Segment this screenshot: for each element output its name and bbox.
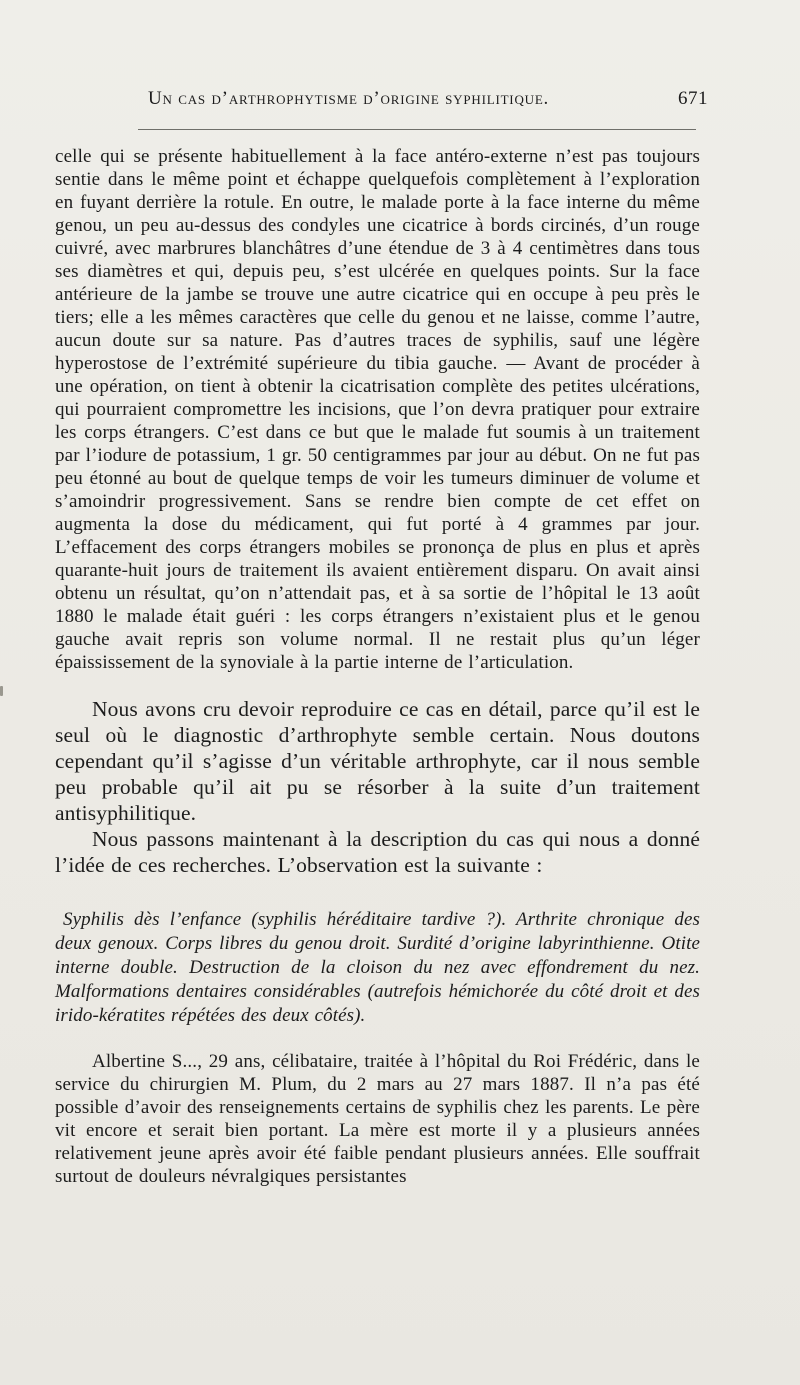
body-text	[55, 145, 700, 1188]
header-rule	[138, 129, 696, 130]
paragraph-commentary: Nous avons cru devoir reproduire ce cas en détail, parce qu’il est le seul où le diagnostic d’arthrophyte semble certain. Nous doutons cependant qu’il s’agisse d’un véritable arthrophyte, car il nous semble peu probable qu’il ait pu se résorber à la suite d’un traitement antisyphilitique.	[55, 697, 700, 825]
running-head	[148, 88, 708, 114]
running-title: Un cas d’arthrophytisme d’origine syphilitique.	[148, 88, 550, 109]
section-gap	[55, 878, 700, 908]
page-number: 671	[678, 88, 708, 109]
paragraph-case-continuation: celle qui se présente habituellement à la face antéro-externe n’est pas toujours sentie dans le même point et échappe quelquefois complètement à l’exploration en fuyant derrière la rotule. En outre, le malade porte à la face interne du même genou, un peu au-dessus des condyles une cicatrice à bords circinés, d’un rouge cuivré, avec marbrures blanchâtres d’une étendue de 3 à 4 centimètres dans tous ses diamètres et qui, depuis peu, s’est ulcérée en quelques points. Sur la face antérieure de la jambe se trouve une autre cicatrice qui en occupe à peu près le tiers; elle a les mêmes caractères que celle du genou et ne laisse, comme l’autre, aucun doute sur sa nature. Pas d’autres traces de syphilis, sauf une légère hyperostose de l’extrémité supérieure du tibia gauche. — Avant de procéder à une opération, on tient à obtenir la cicatrisation complète des petites ulcérations, qui pourraient compromettre les incisions, que l’on devra pratiquer pour extraire les corps étrangers. C’est dans ce but que le malade fut soumis à un traitement par l’iodure de potassium, 1 gr. 50 centigrammes par jour au début. On ne fut pas peu étonné au bout de quelque temps de voir les tumeurs diminuer de volume et s’amoindrir progressivement. Sans se rendre bien compte de cet effet on augmenta la dose du médicament, qui fut porté à 4 grammes par jour. L’effacement des corps étrangers mobiles se prononça de plus en plus et après quarante-huit jours de traitement ils avaient entièrement disparu. On avait ainsi obtenu un résultat, qu’on n’attendait pas, et à sa sortie de l’hôpital le 13 août 1880 le malade était guéri : les corps étrangers n’existaient plus et le genou gauche avait repris son volume normal. Il ne restait plus qu’un léger épaississement de la synoviale à la partie interne de l’articulation.	[55, 146, 700, 673]
paragraph-patient-history: Albertine S..., 29 ans, célibataire, traitée à l’hôpital du Roi Frédéric, dans le service du chirurgien M. Plum, du 2 mars au 27 mars 1887. Il n’a pas été possible d’avoir des renseignements certains de syphilis chez les parents. Le père vit encore et serait bien portant. La mère est morte il y a plusieurs années relativement jeune après avoir été faible pendant plusieurs années. Elle souffrait surtout de douleurs névralgiques persistantes	[55, 1051, 700, 1187]
case-summary-history: (autrefois hémichorée du côté droit et des irido-kératites répétées des deux côtés).	[55, 981, 700, 1026]
case-summary	[55, 908, 700, 1028]
paragraph-gap	[55, 674, 700, 696]
margin-ink-mark	[0, 686, 3, 696]
paragraph-gap	[55, 1028, 700, 1050]
case-summary-main: Syphilis dès l’enfance (syphilis héréditaire tardive ?). Arthrite chronique des deux genoux. Corps libres du genou droit. Surdité d’origine labyrinthienne. Otite interne double. Destruction de la cloison du nez avec effondrement du nez. Malformations dentaires considérables	[55, 909, 700, 1002]
paragraph-transition: Nous passons maintenant à la description du cas qui nous a donné l’idée de ces recherches. L’observation est la suivante :	[55, 827, 700, 877]
